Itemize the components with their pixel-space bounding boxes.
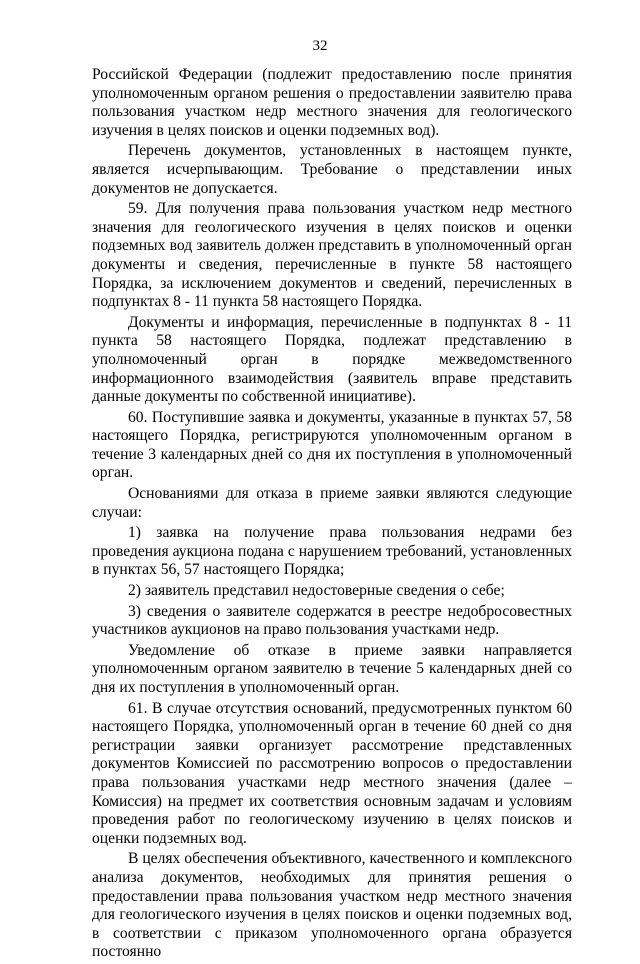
- paragraph-60: 60. Поступившие заявка и документы, указанные в пунктах 57, 58 настоящего Порядка, регистрируются уполномоченным органом в течение 3 календарных дней со дня их поступления в уполномоченный орган.: [92, 408, 572, 482]
- paragraph-61: 61. В случае отсутствия оснований, предусмотренных пунктом 60 настоящего Порядка, уполномоченный орган в течение 60 дней со дня регистрации заявки организует рассмотрение представленных документов Комиссией по рассмотрению вопросов о предоставлении права пользования участками недр местного значения (далее – Комиссия) на предмет их соответствия основным задачам и условиям проведения работ по геологическому изучению в целях поисков и оценки подземных вод.: [92, 699, 572, 847]
- list-item: 2) заявитель представил недостоверные сведения о себе;: [128, 582, 505, 600]
- paragraph: Перечень документов, установленных в настоящем пункте, является исчерпывающим. Требование о представлении иных документов не допускается.: [92, 142, 572, 197]
- paragraph-59: 59. Для получения права пользования участком недр местного значения для геологического изучения в целях поисков и оценки подземных вод заявитель должен представить в уполномоченный орган документы и сведения, перечисленные в пункте 58 настоящего Порядка, за исключением документов и сведений, перечисленных в подпунктах 8 - 11 пункта 58 настоящего Порядка.: [92, 200, 572, 311]
- paragraph: Основаниями для отказа в приеме заявки являются следующие случаи:: [92, 485, 572, 521]
- paragraph: Документы и информация, перечисленные в подпунктах 8 - 11 пункта 58 настоящего Порядка, подлежат представлению в уполномоченный орган в порядке межведомственного информационного взаимодействия (заявитель вправе представить данные документы по собственной инициативе).: [92, 313, 572, 406]
- page-number: 32: [312, 38, 328, 54]
- paragraph: В целях обеспечения объективного, качественного и комплексного анализа документов, необходимых для принятия решения о предоставлении права пользования участком недр местного значения для геологического изучения в целях поисков и оценки подземных вод, в соответствии с приказом уполномоченного органа образуется постоянно: [92, 850, 572, 961]
- list-item: 3) сведения о заявителе содержатся в реестре недобросовестных участников аукционов на право пользования участками недр.: [92, 602, 572, 639]
- list-item: 1) заявка на получение права пользования недрами без проведения аукциона подана с нарушением требований, установленных в пунктах 56, 57 настоящего Порядка;: [92, 524, 572, 579]
- paragraph: Российской Федерации (подлежит предоставлению после принятия уполномоченным органом решения о предоставлении заявителю права пользования участком недр местного значения для геологического изучения в целях поисков и оценки подземных вод).: [92, 66, 572, 139]
- paragraph: Уведомление об отказе в приеме заявки направляется уполномоченным органом заявителю в течение 5 календарных дней со дня их поступления в уполномоченный орган.: [92, 641, 572, 696]
- document-body: [92, 66, 572, 964]
